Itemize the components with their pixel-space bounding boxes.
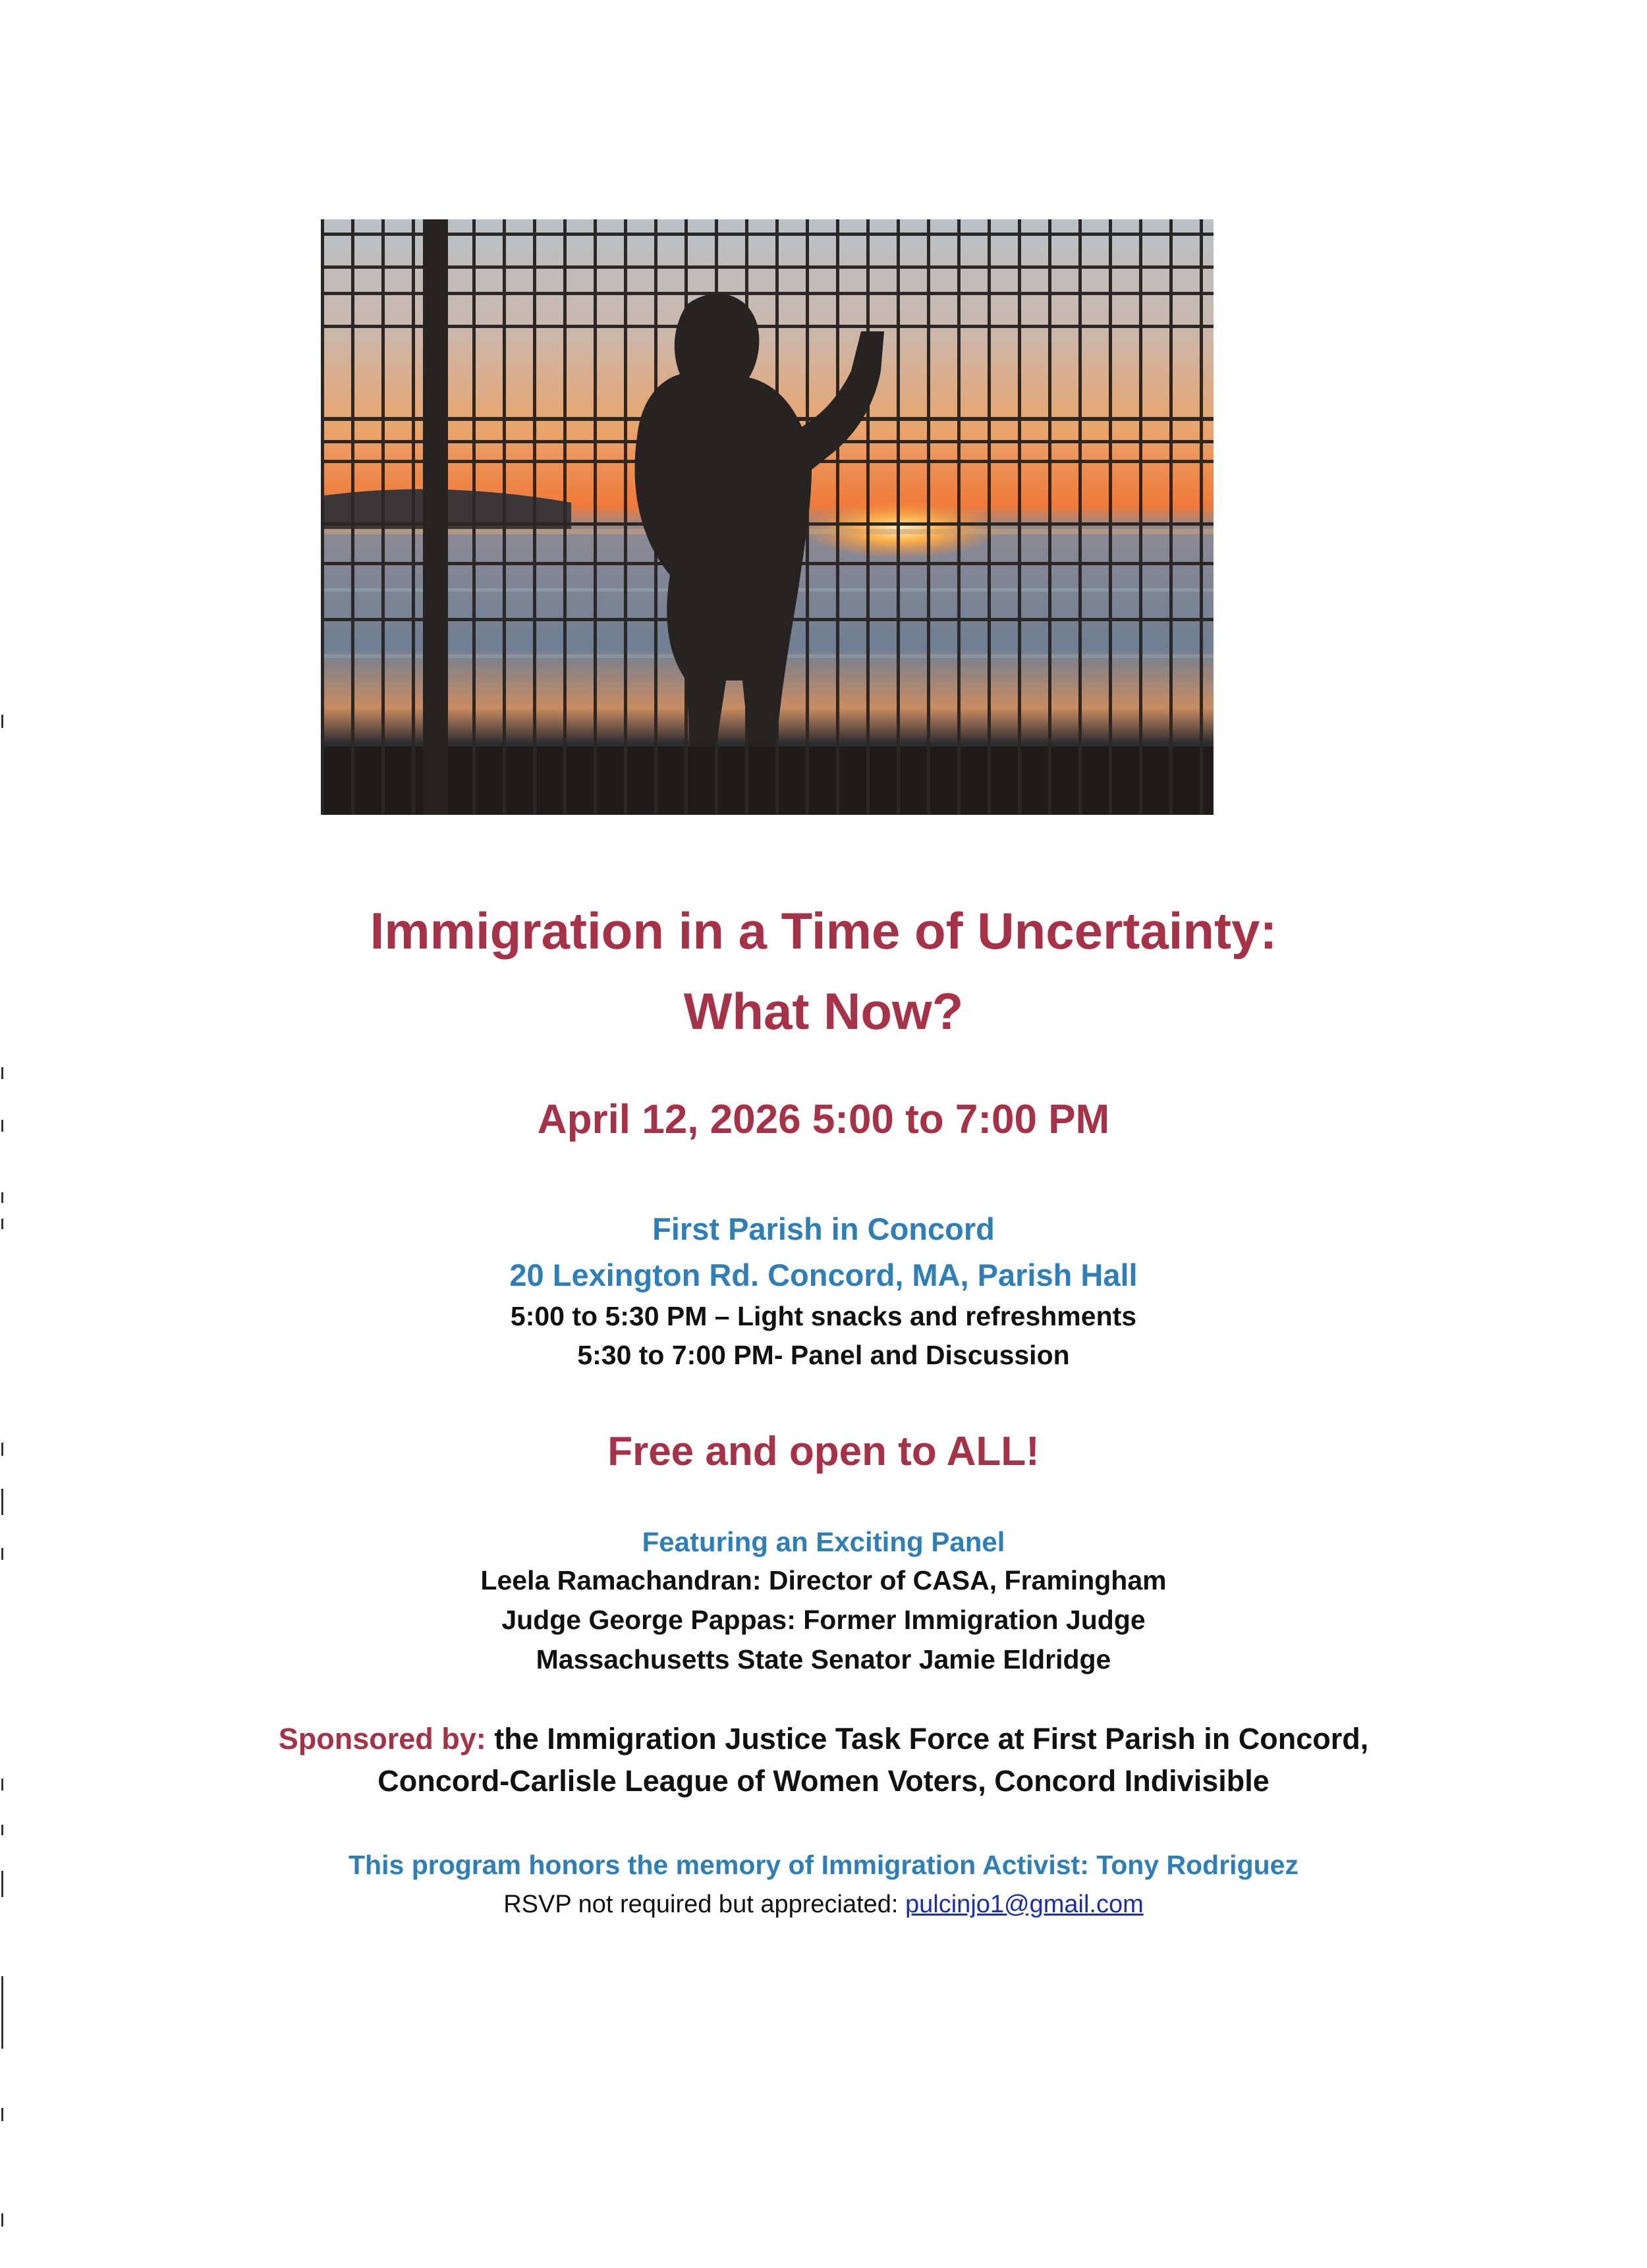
scan-edge-mark: [1, 1825, 3, 1835]
scan-edge-mark: [1, 1489, 3, 1515]
rsvp-text: RSVP not required but appreciated:: [503, 1891, 906, 1918]
event-title-line2: What Now?: [683, 982, 964, 1040]
scan-edge-mark: [1, 2213, 3, 2227]
scan-edge-mark: [1, 1192, 3, 1203]
scan-edge-mark: [1, 1443, 3, 1456]
venue-address: 20 Lexington Rd. Concord, MA, Parish Hall: [509, 1258, 1138, 1292]
free-admission-text: Free and open to ALL!: [607, 1429, 1040, 1474]
header-photo: [321, 219, 1214, 815]
scan-edge-mark: [1, 1871, 3, 1897]
panel-member: Leela Ramachandran: Director of CASA, Framingham: [480, 1565, 1167, 1595]
scan-edge-mark: [1, 1120, 3, 1132]
sponsors-line2: Concord-Carlisle League of Women Voters, Concord Indivisible: [377, 1764, 1270, 1798]
scan-edge-mark: [1, 1779, 3, 1790]
panel-heading: Featuring an Exciting Panel: [642, 1526, 1005, 1557]
sponsors-text-1: the Immigration Justice Task Force at First Parish in Concord,: [486, 1722, 1369, 1756]
panel-member: Massachusetts State Senator Jamie Eldridge: [536, 1644, 1111, 1674]
scan-edge-mark: [1, 715, 3, 728]
scan-edge-mark: [1, 2108, 3, 2121]
scan-edge-mark: [1, 1219, 3, 1229]
event-date-time: April 12, 2026 5:00 to 7:00 PM: [537, 1097, 1110, 1142]
scan-edge-mark: [1, 1067, 3, 1079]
schedule-item-snacks: 5:00 to 5:30 PM – Light snacks and refreshments: [510, 1301, 1137, 1331]
schedule-item-panel: 5:30 to 7:00 PM- Panel and Discussion: [577, 1340, 1070, 1370]
venue-name: First Parish in Concord: [652, 1211, 995, 1246]
child-silhouette-at-fence-sunset-photo: [321, 219, 1214, 815]
memorial-text: This program honors the memory of Immigration Activist: Tony Rodriguez: [349, 1850, 1298, 1880]
scan-edge-mark: [1, 1548, 3, 1560]
rsvp-email-link[interactable]: pulcinjo1@gmail.com: [905, 1891, 1144, 1918]
scan-edge-mark: [1, 1976, 3, 2049]
sponsors-label: Sponsored by:: [278, 1722, 486, 1756]
panel-member: Judge George Pappas: Former Immigration Judge: [501, 1605, 1146, 1635]
rsvp-line: [0, 1891, 1647, 1919]
sponsors-line1: [0, 1722, 1647, 1756]
event-title-line1: Immigration in a Time of Uncertainty:: [370, 902, 1277, 960]
